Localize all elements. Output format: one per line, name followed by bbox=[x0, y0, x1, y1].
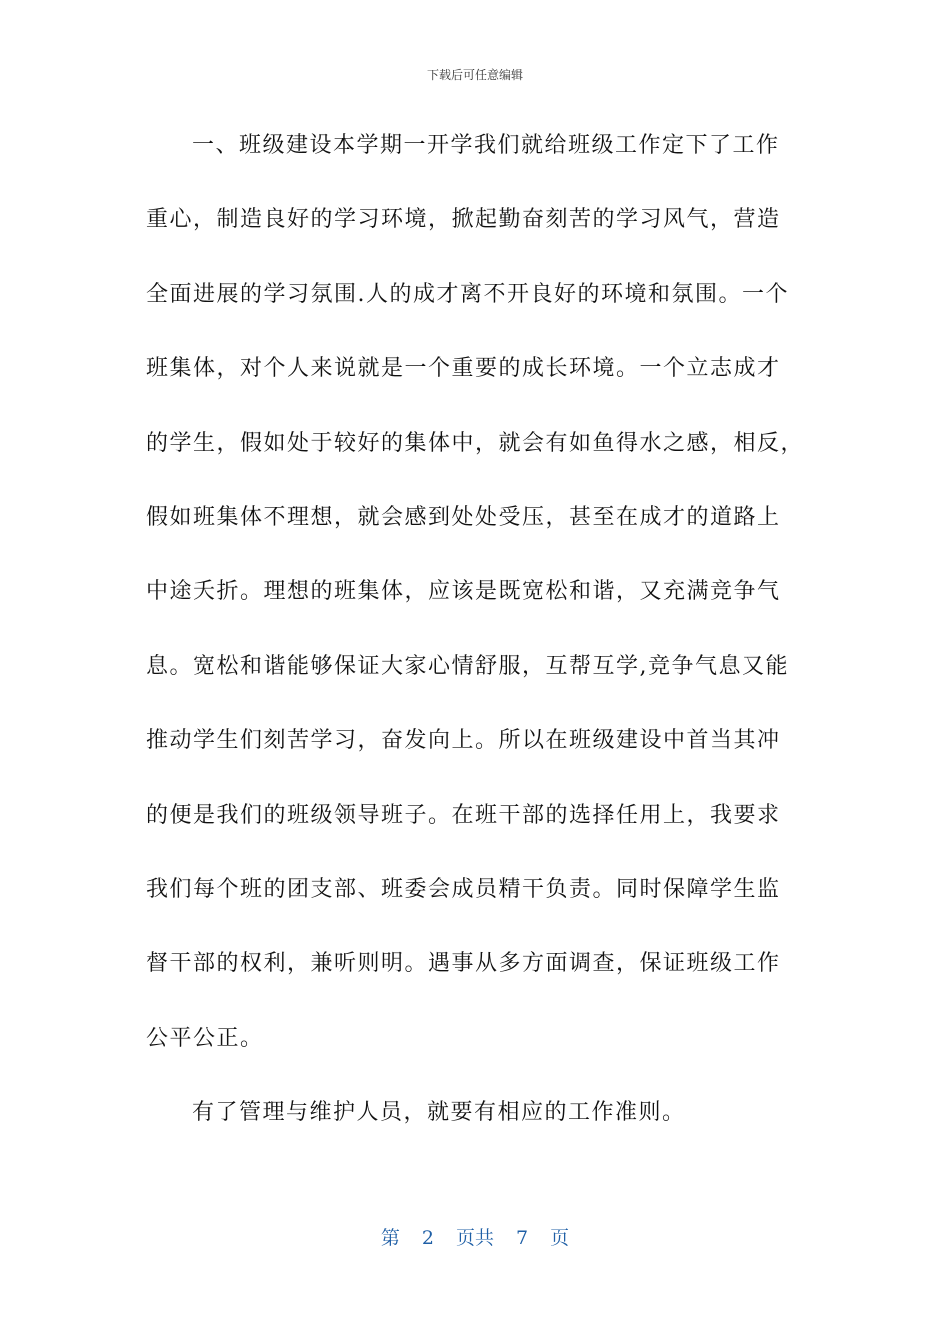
paragraph-line: 推动学生们刻苦学习，奋发向上。所以在班级建设中首当其冲 bbox=[146, 728, 781, 754]
paragraph-line: 公平公正。 bbox=[146, 1025, 264, 1051]
paragraph-line: 息。宽松和谐能够保证大家心情舒服，互帮互学,竞争气息又能 bbox=[146, 653, 789, 679]
footer-total-pages: 7 bbox=[516, 1227, 529, 1249]
paragraph-line: 一、班级建设本学期一开学我们就给班级工作定下了工作 bbox=[192, 133, 780, 158]
document-body bbox=[146, 127, 806, 1168]
paragraph-line: 班集体，对个人来说就是一个重要的成长环境。一个立志成才 bbox=[146, 356, 781, 382]
paragraph-line: 的便是我们的班级领导班子。在班干部的选择任用上，我要求 bbox=[146, 802, 781, 828]
paragraph-line: 全面进展的学习氛围.人的成才离不开良好的环境和氛围。一个 bbox=[146, 281, 789, 307]
paragraph-line: 督干部的权利，兼听则明。遇事从多方面调查，保证班级工作 bbox=[146, 951, 781, 977]
paragraph-line: 的学生，假如处于较好的集体中，就会有如鱼得水之感，相反， bbox=[146, 430, 805, 456]
paragraph-line: 重心，制造良好的学习环境，掀起勤奋刻苦的学习风气，营造 bbox=[146, 207, 781, 233]
paragraph-line: 中途夭折。理想的班集体，应该是既宽松和谐，又充满竞争气 bbox=[146, 579, 781, 605]
paragraph-line: 假如班集体不理想，就会感到处处受压，甚至在成才的道路上 bbox=[146, 504, 781, 530]
paragraph-line: 我们每个班的团支部、班委会成员精干负责。同时保障学生监 bbox=[146, 876, 781, 902]
paragraph-line: 有了管理与维护人员，就要有相应的工作准则。 bbox=[192, 1100, 686, 1126]
footer-current-page: 2 bbox=[421, 1227, 434, 1249]
footer-page-suffix: 页 bbox=[550, 1227, 570, 1249]
page-header: 下载后可任意编辑 bbox=[426, 68, 523, 82]
page-footer bbox=[0, 1226, 950, 1250]
footer-total-label: 页共 bbox=[455, 1227, 494, 1249]
footer-page-label: 第 bbox=[380, 1227, 400, 1249]
